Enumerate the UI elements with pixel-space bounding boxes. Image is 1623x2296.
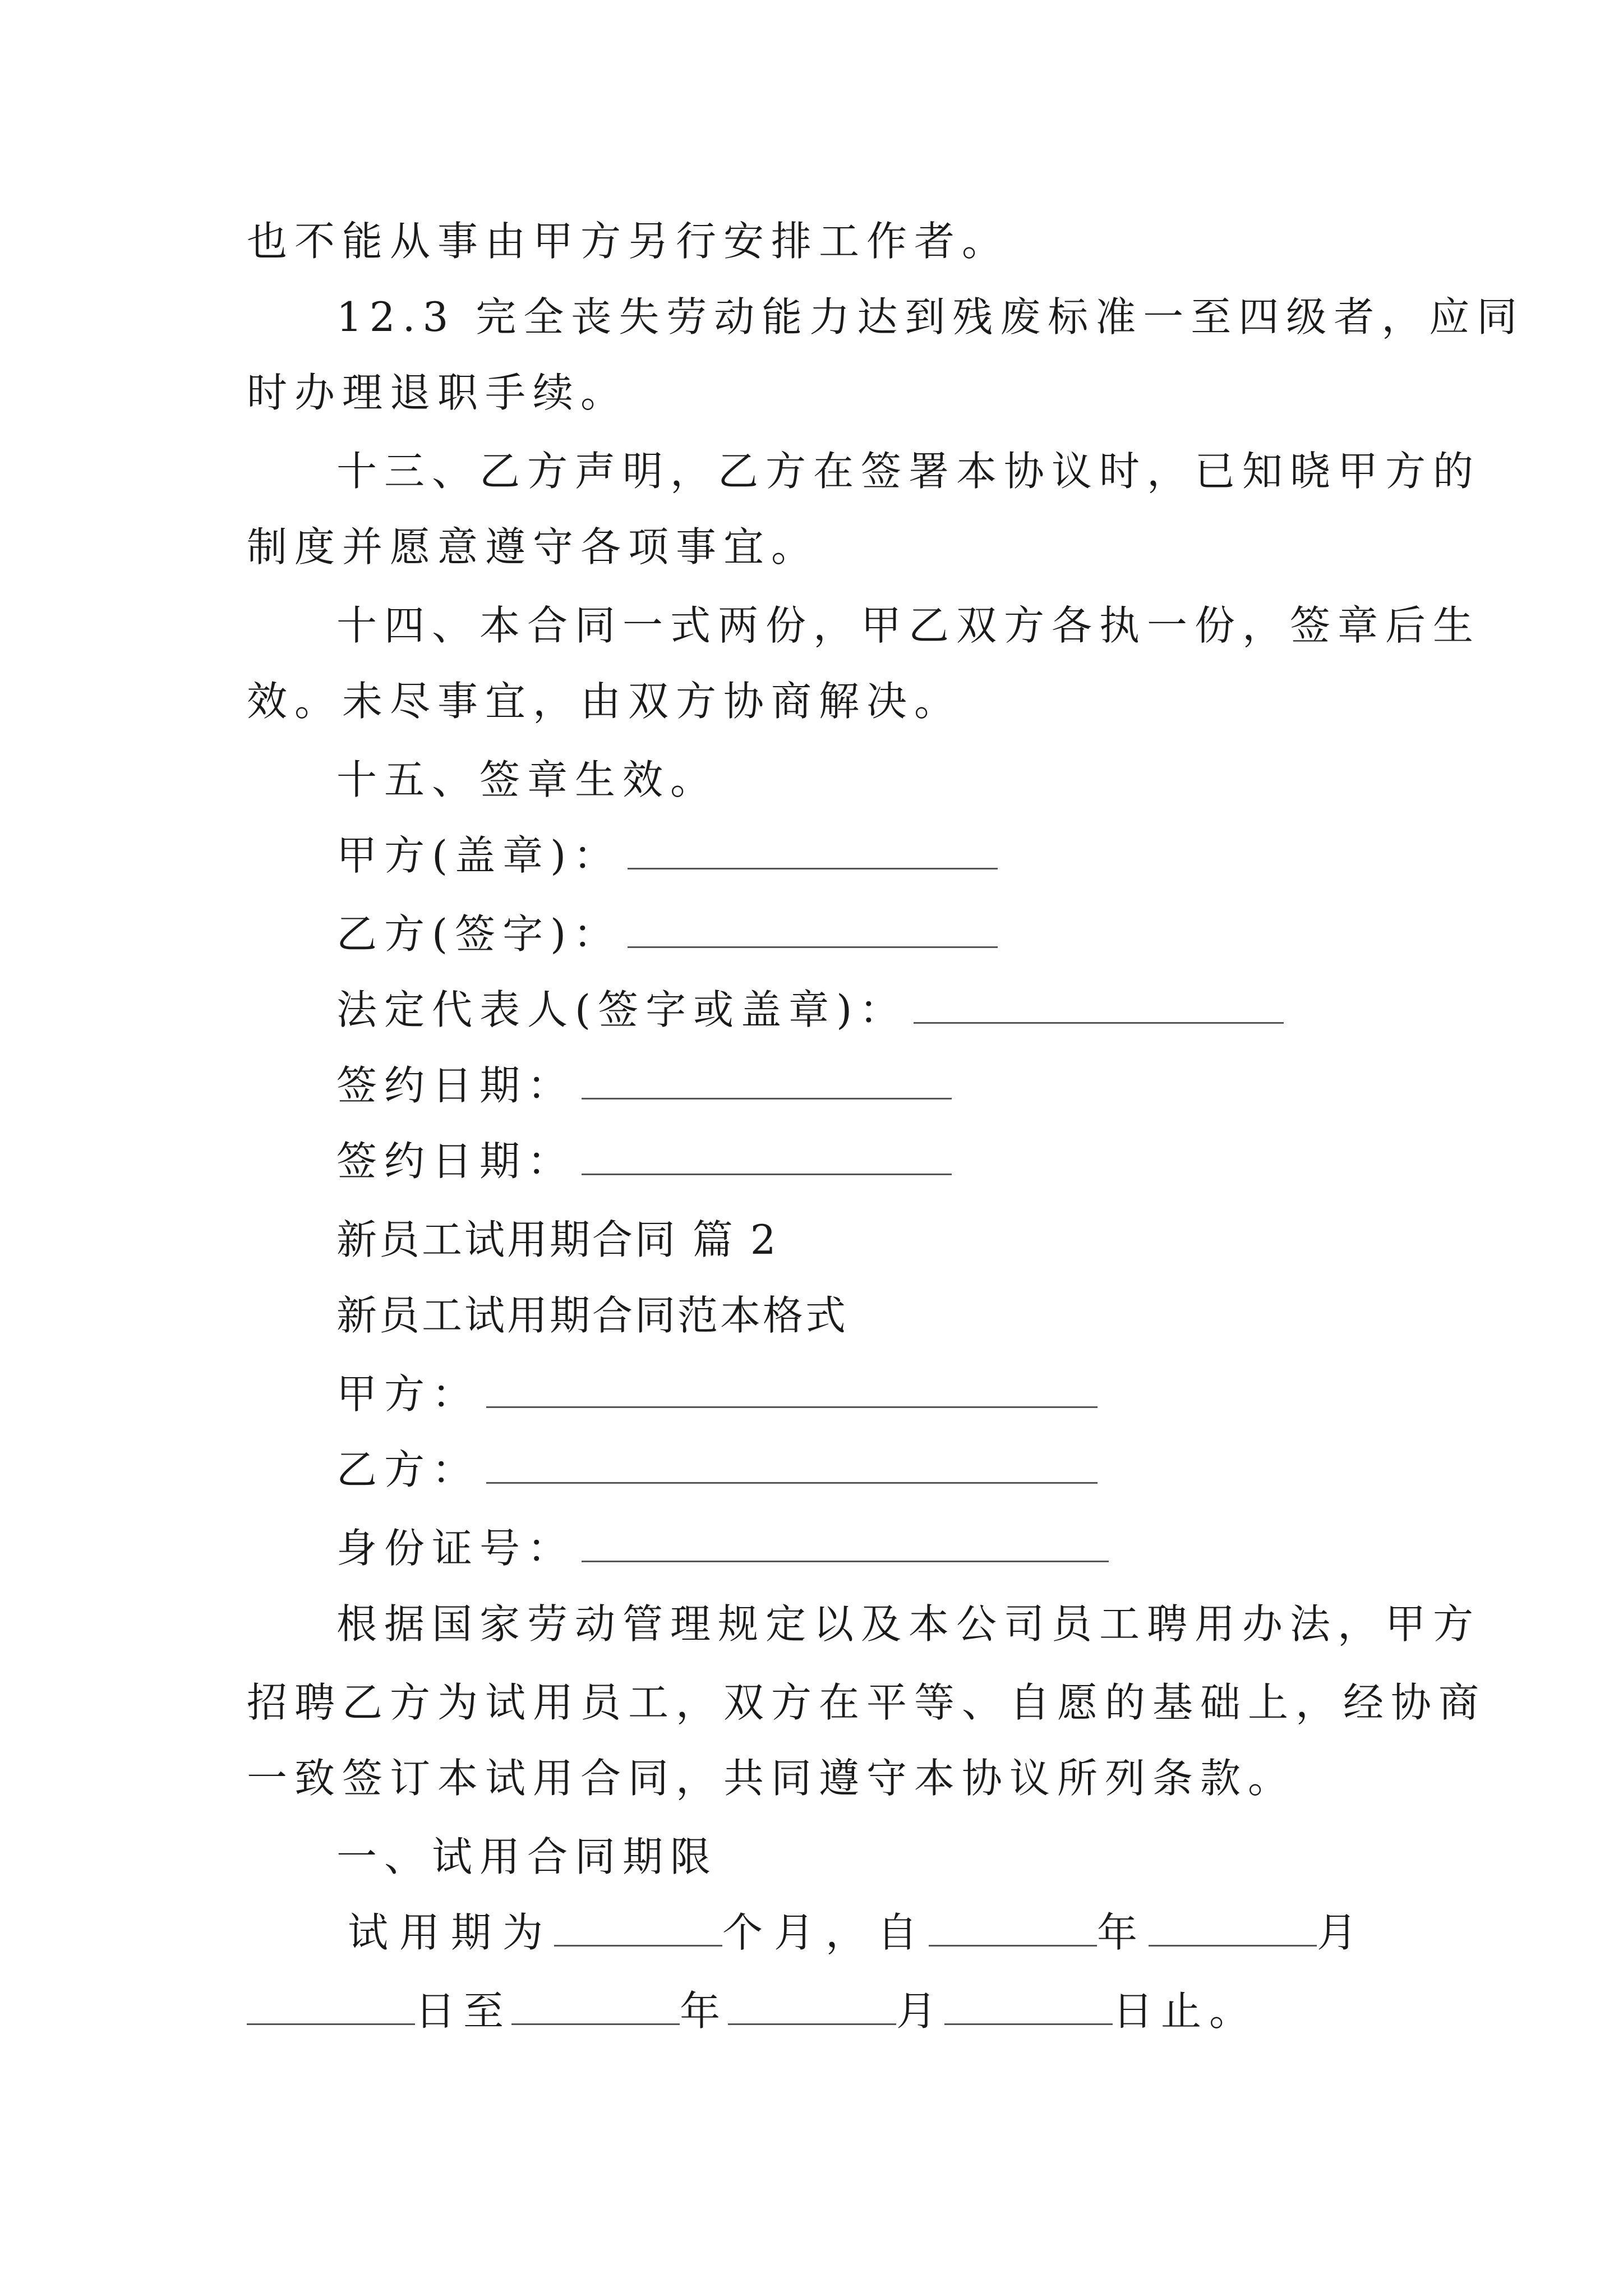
trial-text: 月 bbox=[1317, 1909, 1369, 1956]
preamble-line: 根据国家劳动管理规定以及本公司员工聘用办法，甲方 bbox=[336, 1600, 1481, 1648]
party-a-field-label: 甲方： bbox=[336, 1370, 480, 1418]
legal-rep-blank[interactable] bbox=[914, 987, 1284, 1024]
legal-rep-row bbox=[336, 982, 1380, 1038]
trial-text: 试用期为 bbox=[348, 1909, 555, 1956]
party-b-sign-blank[interactable] bbox=[628, 912, 998, 948]
clause-12-3-line: 12.3 完全丧失劳动能力达到残废标准一至四级者，应同 bbox=[336, 293, 1525, 341]
end-month-blank[interactable] bbox=[728, 1989, 896, 2025]
start-month-blank[interactable] bbox=[1149, 1910, 1317, 1947]
trial-text: 个月，自 bbox=[722, 1909, 929, 1956]
start-day-blank[interactable] bbox=[247, 1989, 415, 2025]
trial-text: 年 bbox=[1097, 1909, 1149, 1956]
section-title: 新员工试用期合同 篇 2 bbox=[336, 1216, 778, 1263]
id-number-row bbox=[336, 1520, 1380, 1576]
clause-15-line: 十五、签章生效。 bbox=[336, 756, 718, 803]
section-subtitle: 新员工试用期合同范本格式 bbox=[336, 1292, 849, 1339]
trial-period-row-1 bbox=[348, 1904, 1391, 1961]
party-a-seal-blank[interactable] bbox=[628, 833, 998, 869]
sign-date-blank[interactable] bbox=[582, 1139, 952, 1175]
text-line: 制度并愿意遵守各项事宜。 bbox=[247, 523, 819, 570]
party-b-field-blank[interactable] bbox=[486, 1447, 1098, 1484]
sign-date-label: 签约日期： bbox=[336, 1062, 575, 1109]
trial-period-row-2 bbox=[247, 1983, 1380, 2039]
trial-text: 日止。 bbox=[1113, 1987, 1258, 2035]
party-a-seal-row bbox=[336, 827, 1380, 884]
trial-months-blank[interactable] bbox=[554, 1910, 722, 1947]
party-a-field-row bbox=[336, 1366, 1380, 1422]
trial-text: 月 bbox=[896, 1987, 945, 2035]
party-a-seal-label: 甲方(盖章)： bbox=[336, 832, 621, 879]
text-line: 效。未尽事宜，由双方协商解决。 bbox=[247, 678, 962, 725]
party-b-sign-label: 乙方(签字)： bbox=[336, 910, 621, 958]
start-year-blank[interactable] bbox=[929, 1910, 1097, 1947]
sign-date-blank[interactable] bbox=[582, 1063, 952, 1099]
text-line: 也不能从事由甲方另行安排工作者。 bbox=[247, 218, 1010, 265]
party-b-field-label: 乙方： bbox=[336, 1446, 480, 1493]
sign-date-row bbox=[336, 1133, 1380, 1189]
party-b-field-row bbox=[336, 1442, 1380, 1498]
clause-13-line: 十三、乙方声明，乙方在签署本协议时，已知晓甲方的 bbox=[336, 448, 1481, 495]
clause-14-line: 十四、本合同一式两份，甲乙双方各执一份，签章后生 bbox=[336, 602, 1481, 649]
legal-rep-label: 法定代表人(签字或盖章)： bbox=[336, 986, 907, 1033]
id-number-blank[interactable] bbox=[582, 1526, 1109, 1562]
sign-date-label: 签约日期： bbox=[336, 1138, 575, 1185]
end-year-blank[interactable] bbox=[511, 1989, 680, 2025]
sign-date-row bbox=[336, 1057, 1380, 1114]
text-line: 时办理退职手续。 bbox=[247, 369, 629, 416]
preamble-line: 一致签订本试用合同，共同遵守本协议所列条款。 bbox=[247, 1755, 1296, 1802]
preamble-line: 招聘乙方为试用员工，双方在平等、自愿的基础上，经协商 bbox=[247, 1679, 1487, 1726]
clause-1-title: 一、试用合同期限 bbox=[336, 1833, 718, 1880]
trial-text: 年 bbox=[680, 1987, 728, 2035]
party-a-field-blank[interactable] bbox=[486, 1372, 1098, 1408]
party-b-sign-row bbox=[336, 906, 1380, 962]
end-day-blank[interactable] bbox=[944, 1989, 1113, 2025]
id-number-label: 身份证号： bbox=[336, 1525, 575, 1572]
trial-text: 日至 bbox=[415, 1987, 512, 2035]
